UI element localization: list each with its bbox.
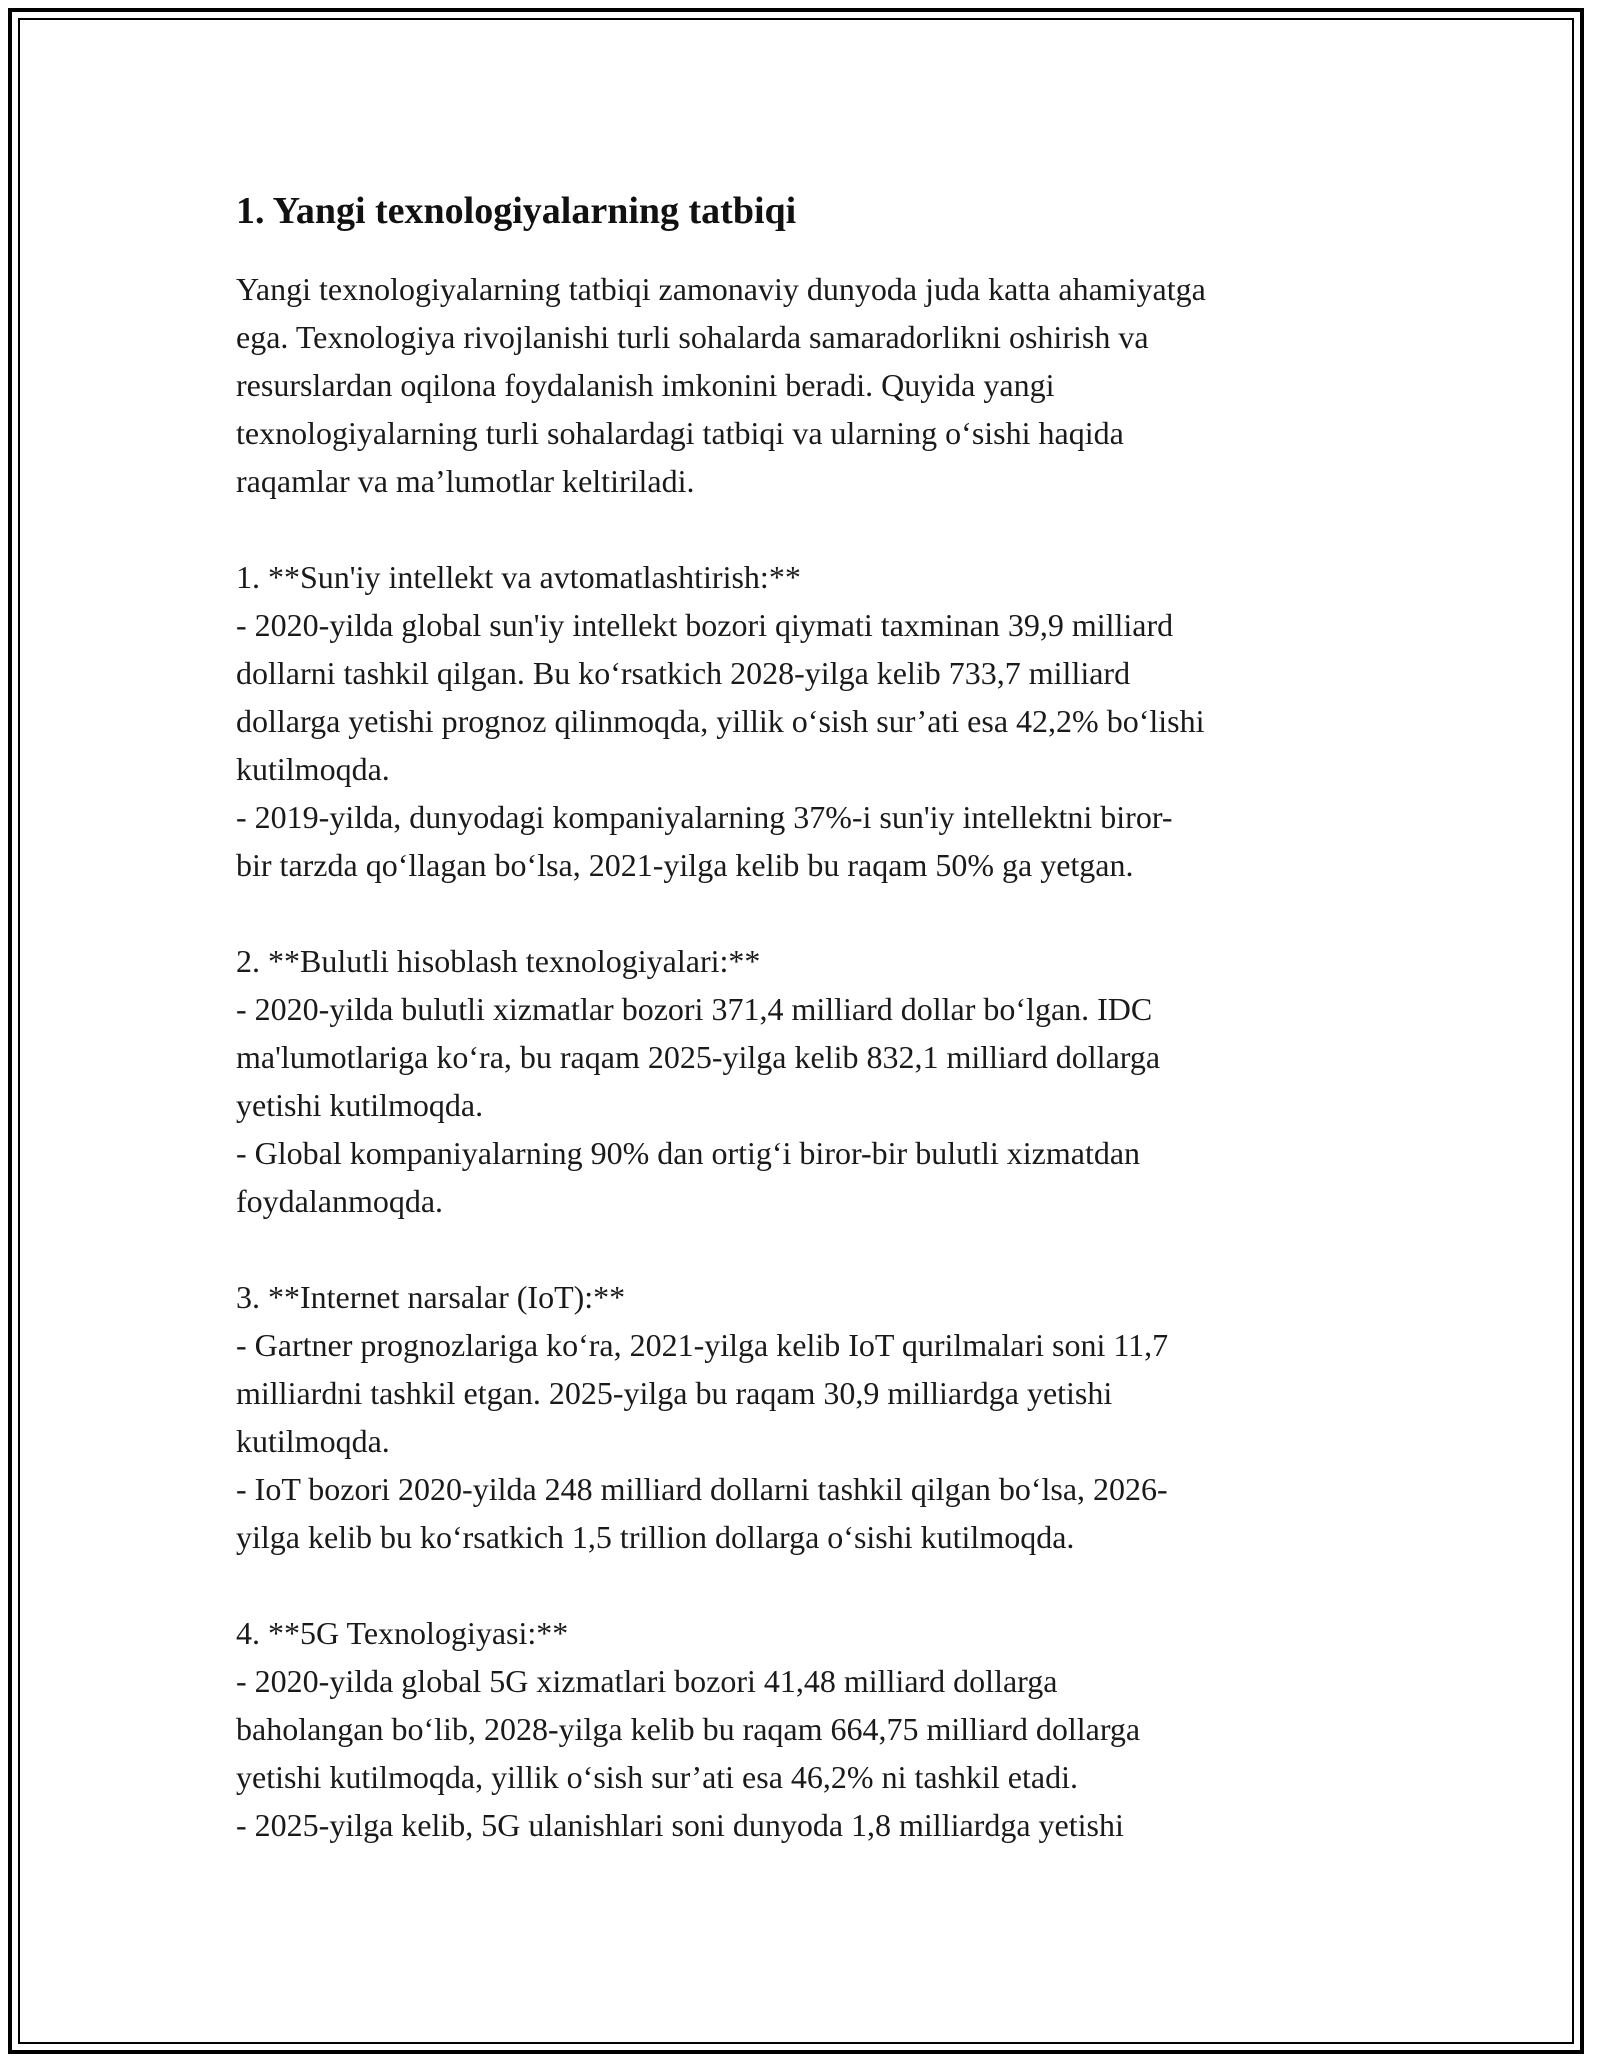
page-title: 1. Yangi texnologiyalarning tatbiqi <box>236 190 797 232</box>
section-title: 2. **Bulutli hisoblash texnologiyalari:** <box>236 943 761 979</box>
bullet-item: - Global kompaniyalarning 90% dan ortigʻi biror-bir bulutli xizmatdan foydalanmoqda. <box>236 1135 1141 1219</box>
section-cloud <box>236 937 1366 1225</box>
bullet-item: - IoT bozori 2020-yilda 248 milliard dollarni tashkil qilgan boʻlsa, 2026- yilga kelib bu koʻrsatkich 1,5 trillion dollarga oʻsishi kutilmoqda. <box>236 1471 1168 1555</box>
section-title: 4. **5G Texnologiyasi:** <box>236 1615 569 1651</box>
section-ai <box>236 553 1366 889</box>
section-title: 3. **Internet narsalar (IoT):** <box>236 1279 626 1315</box>
bullet-item: - 2020-yilda global sun'iy intellekt bozori qiymati taxminan 39,9 milliard dollarni tashkil qilgan. Bu koʻrsatkich 2028-yilga kelib 733,7 milliard dollarga yetishi prognoz qilinmoqda, yillik oʻsish sur’ati esa 42,2% boʻlishi kutilmoqda. <box>236 607 1205 787</box>
section-iot <box>236 1273 1366 1561</box>
section-5g <box>236 1609 1366 1849</box>
bullet-item: - 2019-yilda, dunyodagi kompaniyalarning 37%-i sun'iy intellektni biror- bir tarzda qoʻllagan boʻlsa, 2021-yilga kelib bu raqam 50% ga yetgan. <box>236 799 1173 883</box>
document-body <box>236 185 1366 1897</box>
bullet-item: - 2025-yilga kelib, 5G ulanishlari soni dunyoda 1,8 milliardga yetishi <box>236 1807 1124 1843</box>
bullet-item: - 2020-yilda global 5G xizmatlari bozori 41,48 milliard dollarga baholangan boʻlib, 2028-yilga kelib bu raqam 664,75 milliard dollarga yetishi kutilmoqda, yillik oʻsish sur’ati esa 46,2% ni tashkil etadi. <box>236 1663 1141 1795</box>
section-title: 1. **Sun'iy intellekt va avtomatlashtirish:** <box>236 559 801 595</box>
bullet-item: - Gartner prognozlariga koʻra, 2021-yilga kelib IoT qurilmalari soni 11,7 milliardni tashkil etgan. 2025-yilga bu raqam 30,9 milliardga yetishi kutilmoqda. <box>236 1327 1169 1459</box>
bullet-item: - 2020-yilda bulutli xizmatlar bozori 371,4 milliard dollar boʻlgan. IDC ma'lumotlariga koʻra, bu raqam 2025-yilga kelib 832,1 milliard dollarga yetishi kutilmoqda. <box>236 991 1161 1123</box>
intro-paragraph: Yangi texnologiyalarning tatbiqi zamonaviy dunyoda juda katta ahamiyatga ega. Texnologiya rivojlanishi turli sohalarda samaradorlikni oshirish va resurslardan oqilona foydalanish imkonini beradi. Quyida yangi texnologiyalarning turli sohalardagi tatbiqi va ularning oʻsishi haqida raqamlar va ma’lumotlar keltiriladi. <box>236 271 1206 499</box>
